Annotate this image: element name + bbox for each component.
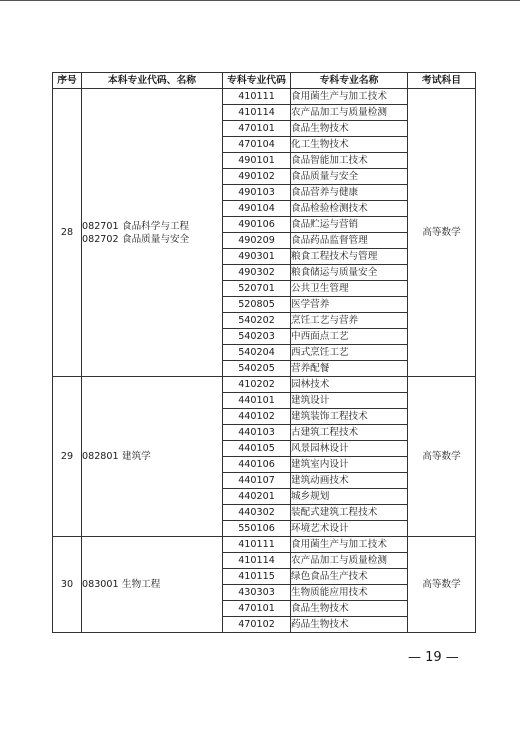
header-undergrad-major: 本科专业代码、名称 (82, 73, 223, 89)
junior-code-cell: 540204 (223, 345, 291, 361)
junior-name-cell: 建筑装饰工程技术 (291, 409, 408, 425)
junior-code-cell: 440103 (223, 425, 291, 441)
junior-code-cell: 410111 (223, 537, 291, 553)
junior-code-cell: 540205 (223, 361, 291, 377)
junior-code-cell: 490101 (223, 153, 291, 169)
junior-name-cell: 西式烹饪工艺 (291, 345, 408, 361)
junior-code-cell: 540203 (223, 329, 291, 345)
undergrad-major-code: 082702 (82, 233, 119, 245)
junior-name-cell: 食用菌生产与加工技术 (291, 537, 408, 553)
junior-name-cell: 建筑动画技术 (291, 473, 408, 489)
undergrad-major-cell (82, 537, 223, 633)
junior-name-cell: 生物质能应用技术 (291, 585, 408, 601)
header-junior-name: 专科专业名称 (291, 73, 408, 89)
junior-code-cell: 440106 (223, 457, 291, 473)
junior-code-cell: 470101 (223, 601, 291, 617)
junior-code-cell: 440105 (223, 441, 291, 457)
undergrad-major-name: 建筑学 (122, 451, 151, 462)
table-row (53, 89, 476, 105)
junior-name-cell: 食品智能加工技术 (291, 153, 408, 169)
junior-code-cell: 440302 (223, 505, 291, 521)
junior-code-cell: 490301 (223, 249, 291, 265)
junior-name-cell: 公共卫生管理 (291, 281, 408, 297)
junior-code-cell: 550106 (223, 521, 291, 537)
junior-name-cell: 中西面点工艺 (291, 329, 408, 345)
table-body (53, 89, 476, 633)
junior-name-cell: 食用菌生产与加工技术 (291, 89, 408, 105)
junior-name-cell: 绿色食品生产技术 (291, 569, 408, 585)
junior-name-cell: 风景园林设计 (291, 441, 408, 457)
junior-code-cell: 470104 (223, 137, 291, 153)
header-junior-code: 专科专业代码 (223, 73, 291, 89)
junior-code-cell: 410114 (223, 553, 291, 569)
junior-name-cell: 食品生物技术 (291, 121, 408, 137)
undergrad-major-cell (82, 377, 223, 537)
header-exam-subject: 考试科目 (408, 73, 476, 89)
junior-name-cell: 装配式建筑工程技术 (291, 505, 408, 521)
exam-subject-cell: 高等数学 (408, 537, 476, 633)
junior-code-cell: 470102 (223, 617, 291, 633)
junior-name-cell: 环境艺术设计 (291, 521, 408, 537)
junior-name-cell: 建筑设计 (291, 393, 408, 409)
junior-name-cell: 化工生物技术 (291, 137, 408, 153)
undergrad-major-item (82, 578, 222, 591)
table-row (53, 537, 476, 553)
undergrad-major-item (82, 450, 222, 463)
junior-name-cell: 园林技术 (291, 377, 408, 393)
junior-name-cell: 农产品加工与质量检测 (291, 553, 408, 569)
seq-cell: 28 (53, 89, 82, 377)
undergrad-major-name: 食品科学与工程 (122, 220, 190, 232)
junior-name-cell: 烹饪工艺与营养 (291, 313, 408, 329)
junior-code-cell: 440102 (223, 409, 291, 425)
junior-name-cell: 食品检验检测技术 (291, 201, 408, 217)
junior-name-cell: 粮食储运与质量安全 (291, 265, 408, 281)
junior-code-cell: 490106 (223, 217, 291, 233)
junior-name-cell: 农产品加工与质量检测 (291, 105, 408, 121)
undergrad-major-cell (82, 89, 223, 377)
junior-name-cell: 医学营养 (291, 297, 408, 313)
junior-code-cell: 430303 (223, 585, 291, 601)
junior-code-cell: 540202 (223, 313, 291, 329)
junior-code-cell: 470101 (223, 121, 291, 137)
junior-code-cell: 440107 (223, 473, 291, 489)
junior-code-cell: 490209 (223, 233, 291, 249)
table-header-row (53, 73, 476, 89)
junior-name-cell: 药品生物技术 (291, 617, 408, 633)
junior-code-cell: 520701 (223, 281, 291, 297)
junior-code-cell: 410114 (223, 105, 291, 121)
junior-name-cell: 食品贮运与营销 (291, 217, 408, 233)
junior-name-cell: 食品营养与健康 (291, 185, 408, 201)
junior-code-cell: 410111 (223, 89, 291, 105)
junior-name-cell: 古建筑工程技术 (291, 425, 408, 441)
junior-name-cell: 食品质量与安全 (291, 169, 408, 185)
seq-cell: 30 (53, 537, 82, 633)
major-mapping-table (52, 72, 476, 633)
junior-code-cell: 490302 (223, 265, 291, 281)
junior-code-cell: 410202 (223, 377, 291, 393)
junior-name-cell: 建筑室内设计 (291, 457, 408, 473)
undergrad-major-code: 083001 (82, 579, 119, 590)
junior-name-cell: 城乡规划 (291, 489, 408, 505)
junior-name-cell: 食品药品监督管理 (291, 233, 408, 249)
junior-name-cell: 粮食工程技术与管理 (291, 249, 408, 265)
exam-subject-cell: 高等数学 (408, 89, 476, 377)
undergrad-major-code: 082801 (82, 451, 119, 462)
junior-code-cell: 520805 (223, 297, 291, 313)
undergrad-major-item (82, 233, 222, 246)
header-seq: 序号 (53, 73, 82, 89)
junior-code-cell: 440201 (223, 489, 291, 505)
seq-cell: 29 (53, 377, 82, 537)
undergrad-major-code: 082701 (82, 220, 119, 232)
undergrad-major-item (82, 220, 222, 233)
table-row (53, 377, 476, 393)
junior-code-cell: 490103 (223, 185, 291, 201)
top-border-line (0, 0, 520, 1)
undergrad-major-name: 食品质量与安全 (122, 233, 190, 245)
junior-code-cell: 440101 (223, 393, 291, 409)
junior-name-cell: 营养配餐 (291, 361, 408, 377)
junior-code-cell: 490104 (223, 201, 291, 217)
page-number: — 19 — (408, 650, 459, 665)
junior-name-cell: 食品生物技术 (291, 601, 408, 617)
undergrad-major-name: 生物工程 (122, 579, 161, 590)
junior-code-cell: 490102 (223, 169, 291, 185)
exam-subject-cell: 高等数学 (408, 377, 476, 537)
junior-code-cell: 410115 (223, 569, 291, 585)
